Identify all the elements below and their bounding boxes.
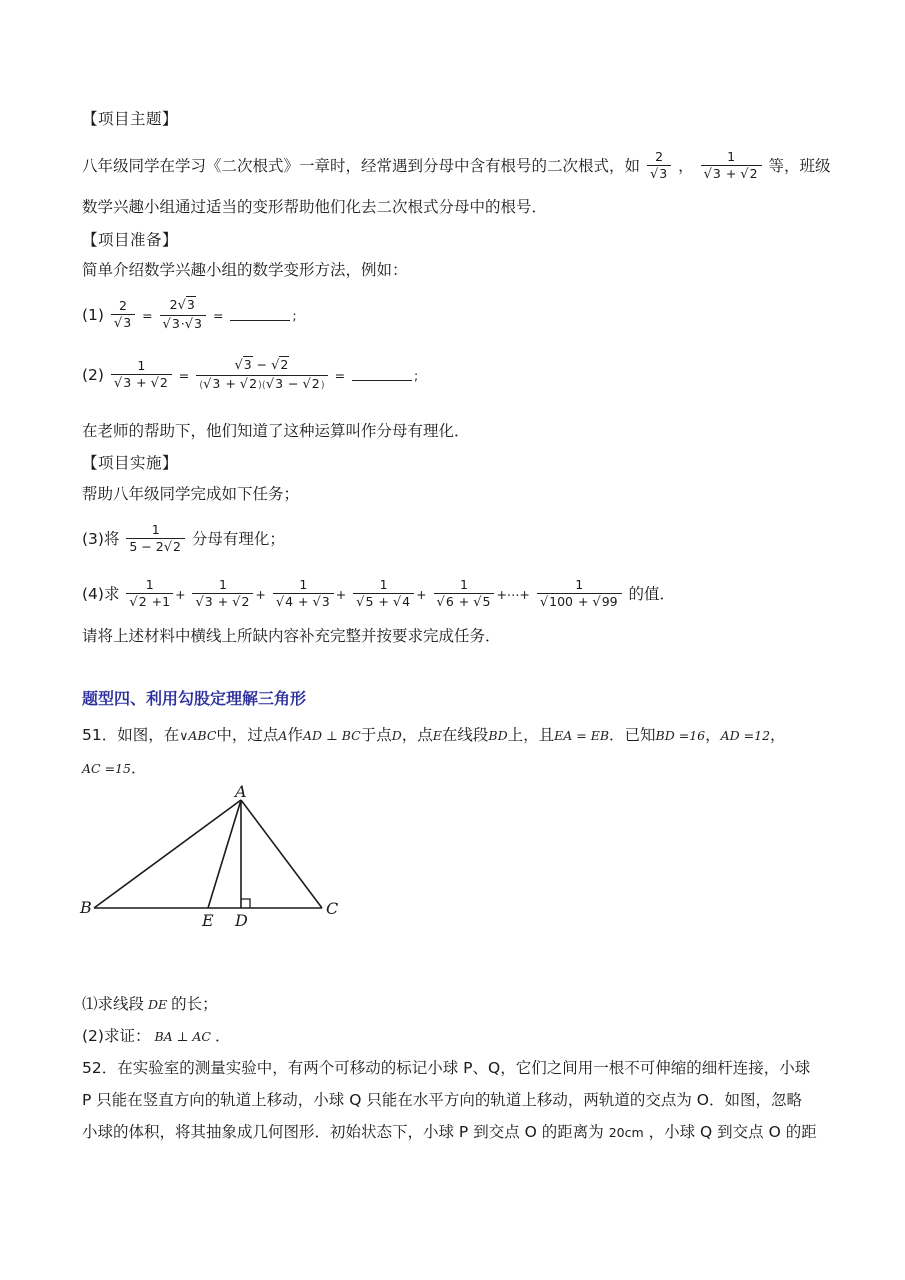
q51-text: ． <box>130 759 147 777</box>
project-prep-header: 【项目准备】 <box>82 231 179 249</box>
closing-text: 请将上述材料中横线上所缺内容补充完整并按要求完成任务． <box>82 627 501 645</box>
example-item-2: (2) $\frac{1}{√3 + √2}$ = $\frac{√3 - √2}{(√3 + √2)(√3 - √2)}$ = ; <box>82 357 419 392</box>
example-fraction-2: $\frac{1}{√3 + √2}$ <box>701 150 762 183</box>
answer-blank-2[interactable] <box>352 370 412 381</box>
math-equation: EA = EB <box>554 728 610 743</box>
q51-line-2 <box>82 757 146 780</box>
task-item-3: (3)将 $\frac{1}{5 - 2√2}$ 分母有理化； <box>82 522 285 556</box>
item-label: (3)将 <box>82 530 120 549</box>
q51-text: 在线段 <box>441 726 489 744</box>
label-e: E <box>202 911 214 930</box>
intro-line-2: 数学兴趣小组通过适当的变形帮助他们化去二次根式分母中的根号． <box>82 198 548 216</box>
math-triangle: ∨ABC <box>179 728 217 743</box>
project-theme-header: 【项目主题】 <box>82 110 179 128</box>
math-point: E <box>432 728 442 743</box>
q51-sub-text: ． <box>214 1027 231 1045</box>
item-tail: 的值． <box>628 585 676 604</box>
q52-line-3 <box>82 1121 817 1144</box>
math-point: A <box>278 728 288 743</box>
math-given: AD =12 <box>720 728 771 743</box>
q51-text: 作 <box>287 726 303 744</box>
after-text: 在老师的帮助下，他们知道了这种运算叫作分母有理化． <box>82 422 470 440</box>
math-given: BD =16 <box>655 728 706 743</box>
math-segment: DE <box>148 997 168 1012</box>
q52-line-2: P 只能在竖直方向的轨道上移动，小球 Q 只能在水平方向的轨道上移动，两轨道的交点为 O．如图，忽略 <box>82 1091 802 1109</box>
math-perp: BA ⊥ AC <box>154 1029 211 1044</box>
q52-text: ，小球 Q 到交点 O 的距 <box>648 1123 817 1141</box>
intro-line-1 <box>82 150 830 183</box>
item-label: (4)求 <box>82 585 120 604</box>
label-d: D <box>235 911 248 930</box>
right-angle-mark <box>241 899 250 908</box>
project-impl-header: 【项目实施】 <box>82 454 179 472</box>
q51-sub-text: (2)求证： <box>82 1027 151 1045</box>
item-label: (2) <box>82 365 104 384</box>
item-tail: 分母有理化； <box>191 530 285 549</box>
section-title: 题型四、利用勾股定理解三角形 <box>82 689 307 708</box>
side-ab <box>94 800 241 908</box>
separator: ， <box>678 157 694 176</box>
impl-text: 帮助八年级同学完成如下任务； <box>82 485 300 503</box>
q51-sub-text: ⑴求线段 <box>82 995 145 1013</box>
q51-text: 上，且 <box>507 726 555 744</box>
segment-ae <box>208 800 241 908</box>
math-segment: BD <box>488 728 508 743</box>
label-b: B <box>80 898 92 917</box>
q51-sub1 <box>82 993 218 1016</box>
math-given: AC =15 <box>82 761 131 776</box>
q51-line-1 <box>82 724 786 747</box>
item-label: (1) <box>82 305 104 324</box>
math-point: D <box>391 728 402 743</box>
frac-numerator: 2 <box>647 150 671 166</box>
intro-tail: 等，班级 <box>768 157 831 176</box>
answer-blank-1[interactable] <box>230 310 290 321</box>
q51-text: ，点 <box>401 726 433 744</box>
q51-text: ．已知 <box>609 726 656 744</box>
math-perp: AD ⊥ BC <box>302 728 361 743</box>
q51-text: 51．如图，在 <box>82 726 180 744</box>
math-distance: 20cm <box>608 1125 644 1140</box>
q52-text: 小球的体积，将其抽象成几何图形．初始状态下，小球 P 到交点 O 的距离为 <box>82 1123 604 1141</box>
example-item-1: (1) $\frac{2}{√3}$ = $\frac{2√3}{√3\cdot√3}$ = ; <box>82 297 297 332</box>
example-fraction-1: $\frac{2}{√3}$ <box>647 150 671 183</box>
side-ac <box>241 800 322 908</box>
label-a: A <box>235 782 247 801</box>
q51-text: ， <box>705 726 721 744</box>
label-c: C <box>326 899 339 918</box>
task-item-4: (4)求 $\frac{1}{√2 +1}$ + $\frac{1}{√3 + √2}$ + $\frac{1}{√4 + √3}$ + $\frac{1}{√5 + √4}$ + $\frac{1}{√6 + √5}$ +⋯+ $\frac{1}{√100 + √99}$ 的值． <box>82 577 676 611</box>
q51-text: 中，过点 <box>216 726 279 744</box>
q51-text: 于点 <box>360 726 392 744</box>
q51-sub2 <box>82 1025 231 1048</box>
frac-numerator: 1 <box>701 150 762 166</box>
q51-text: ， <box>770 726 786 744</box>
q51-sub-text: 的长； <box>171 995 218 1013</box>
q52-line-1: 52．在实验室的测量实验中，有两个可移动的标记小球 P、Q，它们之间用一根不可伸缩的细杆连接，小球 <box>82 1059 811 1077</box>
prep-text: 简单介绍数学兴趣小组的数学变形方法，例如： <box>82 261 408 279</box>
intro-text: 八年级同学在学习《二次根式》一章时，经常遇到分母中含有根号的二次根式，如 <box>82 157 641 176</box>
triangle-figure <box>75 780 355 930</box>
